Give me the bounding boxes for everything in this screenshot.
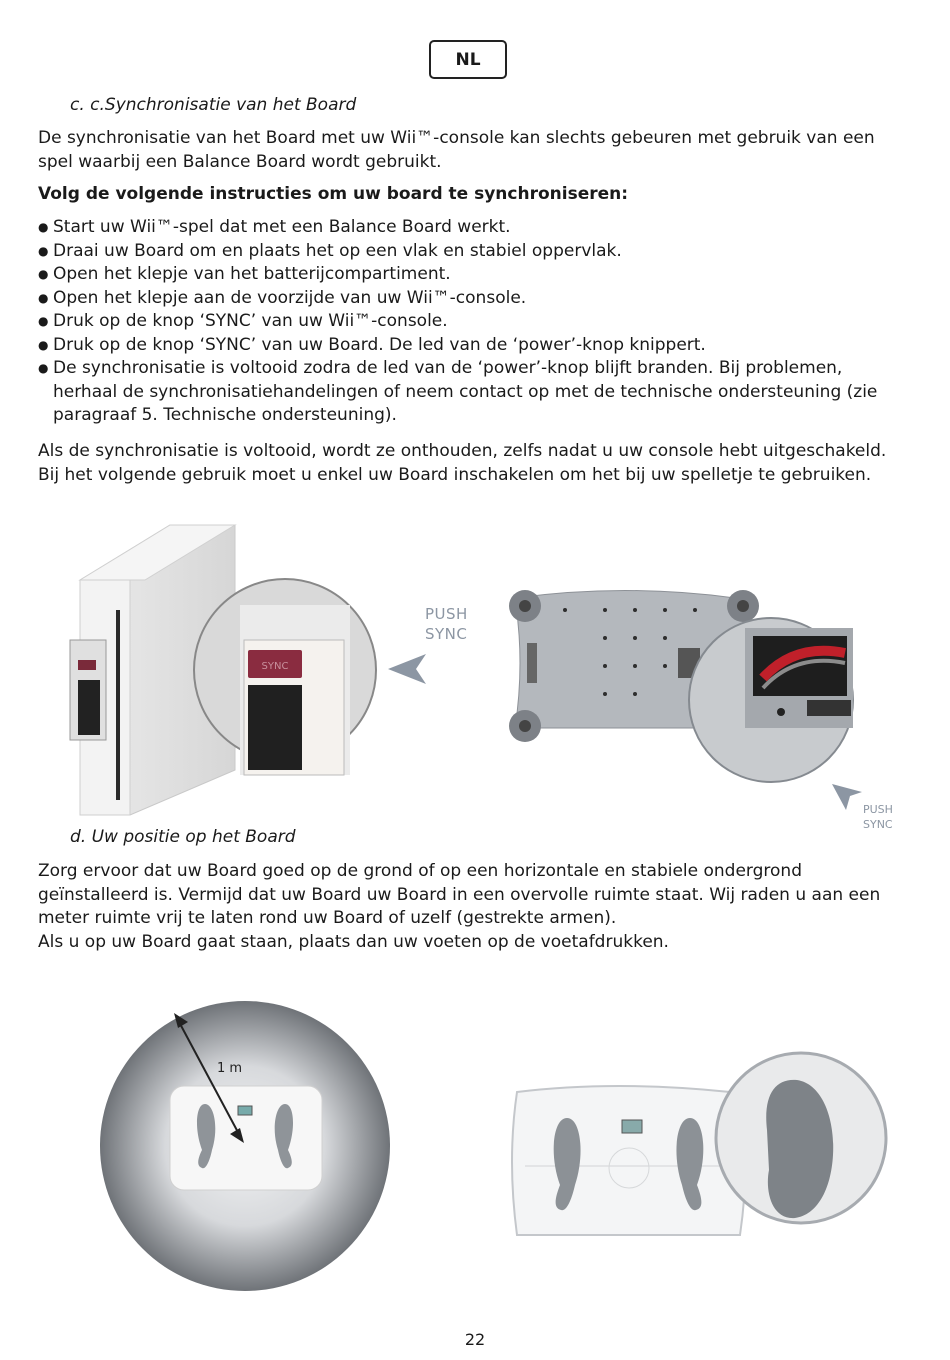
list-item: ● De synchronisatie is voltooid zodra de led van de ‘power’-knop blijft branden. Bij problemen, herhaal de synchronisatiehandelingen of neem contact op met de technische ondersteuning (zie paragraaf 5. Technische ondersteuning). [38,357,908,428]
balance-board [170,1086,322,1190]
distance-label: 1 m [217,1061,243,1076]
push-label: PUSH [425,605,468,623]
svg-text:SYNC: SYNC [261,661,289,672]
balance-board-underside-illustration [495,578,865,793]
board-push-sync-label [863,802,893,832]
sync-label: SYNC [863,818,893,831]
list-item: ● Start uw Wii™-spel dat met een Balance Board werkt. [38,216,908,240]
sync-label: SYNC [425,625,468,643]
push-sync-label [425,604,468,644]
instruction-list [38,216,908,428]
board-display [238,1106,252,1115]
language-badge: NL [429,40,507,79]
instructions-heading: Volg de volgende instructies om uw board te synchroniseren: [38,184,629,204]
wii-console-illustration [60,510,390,830]
list-item: ● Draai uw Board om en plaats het op een vlak en stabiel oppervlak. [38,240,908,264]
list-item: ● Druk op de knop ‘SYNC’ van uw Wii™-console. [38,310,908,334]
list-item: ● Druk op de knop ‘SYNC’ van uw Board. De led van de ‘power’-knop knippert. [38,334,908,358]
list-item: ● Open het klepje van het batterijcompartiment. [38,263,908,287]
section-d-paragraph-2: Als u op uw Board gaat staan, plaats dan uw voeten op de voetafdrukken. [38,932,669,952]
arrow-up-left-icon [830,782,864,812]
section-d-paragraph: Zorg ervoor dat uw Board goed op de grond of op een horizontale en stabiele ondergrond geïnstalleerd is. Vermijd dat uw Board uw Board in een overvolle ruimte staat. Wij raden u aan een meter ruimte vrij te laten rond uw Board of uzelf (gestrekte armen). [38,861,881,928]
section-c-closing: Als de synchronisatie is voltooid, wordt ze onthouden, zelfs nadat u uw console hebt uitgeschakeld. Bij het volgende gebruik moet u enkel uw Board inschakelen om het bij uw spelletje te gebruiken. [38,441,887,485]
board-display [622,1120,642,1133]
section-c-heading: c. c.Synchronisatie van het Board [70,95,357,115]
arrow-left-icon [386,652,428,686]
list-item: ● Open het klepje aan de voorzijde van uw Wii™-console. [38,287,908,311]
section-d-heading: d. Uw positie op het Board [70,827,296,847]
section-c-intro: De synchronisatie van het Board met uw Wii™-console kan slechts gebeuren met gebruik van een spel waarbij een Balance Board wordt gebruikt. [38,128,875,172]
page-number: 22 [464,1330,486,1349]
balance-board-top-illustration [505,1040,895,1250]
push-label: PUSH [863,803,893,816]
clearance-illustration [98,1000,393,1292]
